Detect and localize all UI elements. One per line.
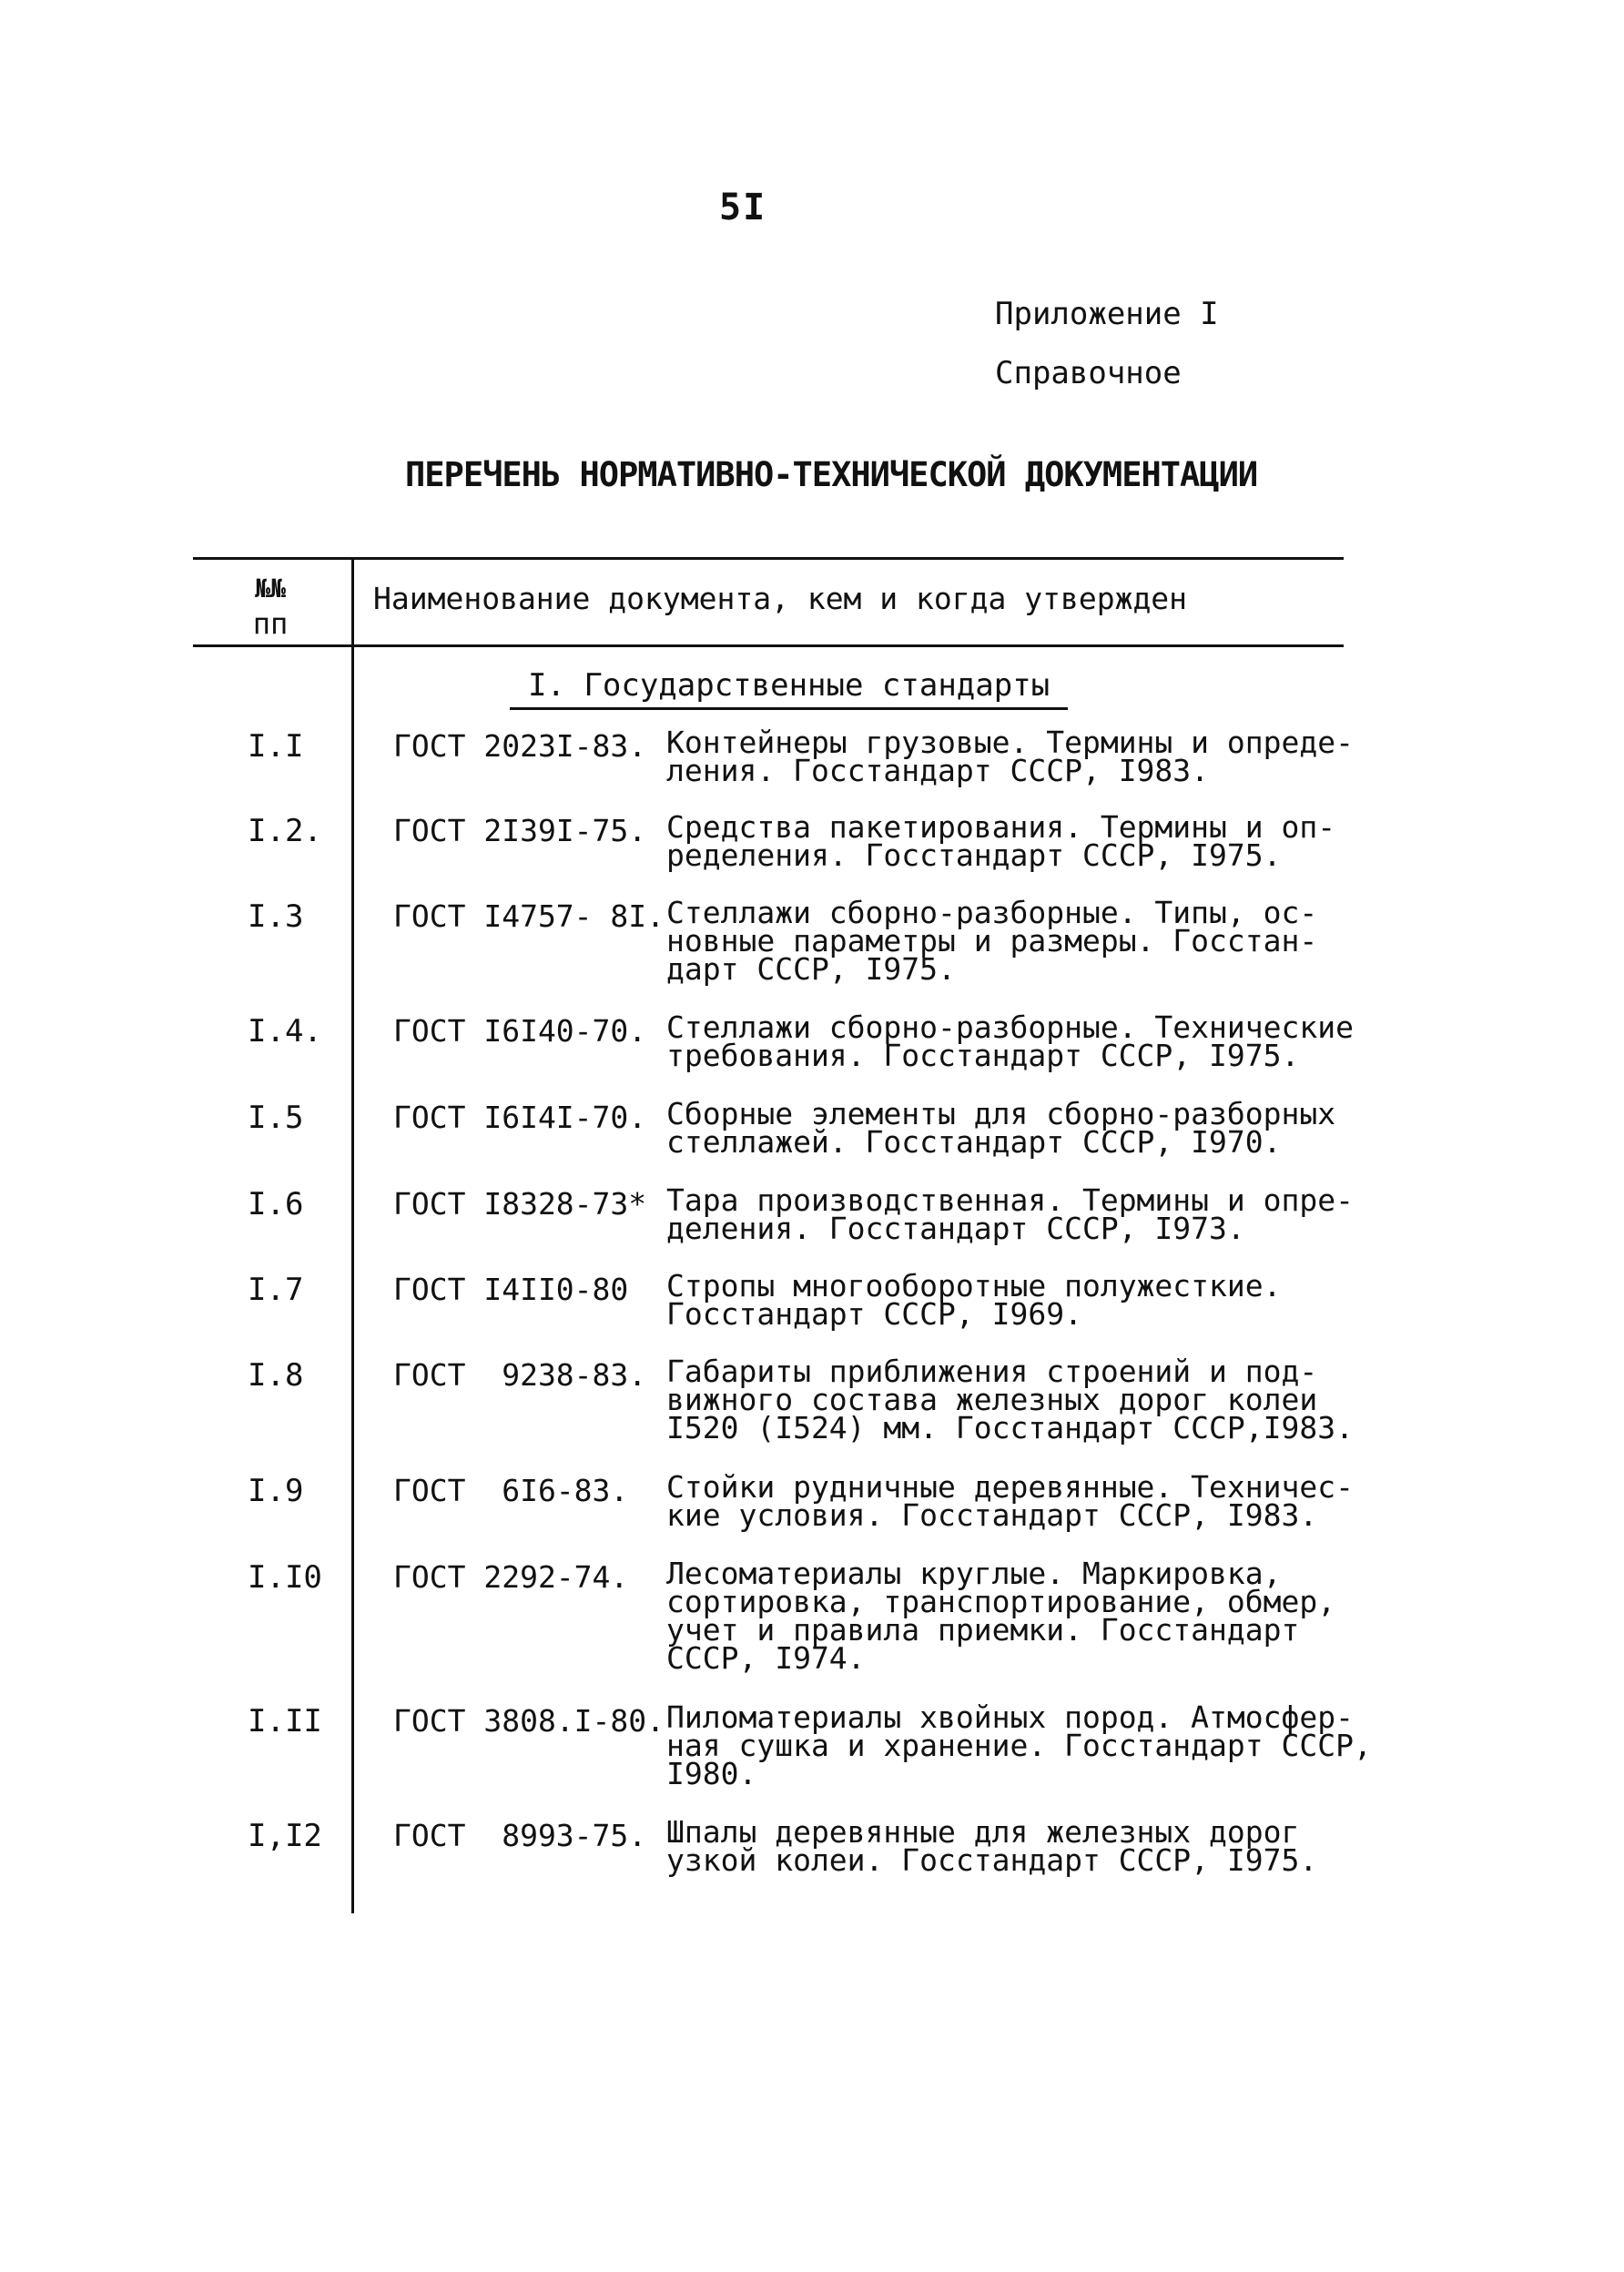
row-description: Сборные элементы для сборно-разборных стеллажей. Госстандарт СССР, I970. (666, 1096, 1336, 1160)
row-description: Стойки рудничные деревянные. Техничес- кие условия. Госстандарт СССР, I983. (666, 1469, 1354, 1533)
row-number: I.4. (248, 1013, 322, 1050)
header-number (239, 572, 302, 641)
page-number: 5I (719, 187, 767, 228)
row-description: Стеллажи сборно-разборные. Типы, ос- новные параметры и размеры. Госстан- дарт СССР, I975. (666, 895, 1318, 987)
row-standard: ГОСТ 2I39I-75. (393, 813, 647, 848)
section-title: I. Государственные стандарты (510, 667, 1068, 710)
row-number: I.3 (248, 898, 304, 935)
row-standard: ГОСТ 9238-83. (393, 1357, 647, 1393)
row-description: Габариты приближения строений и под- вижного состава железных дорог колеи I520 (I524) мм. Госстандарт СССР,I983. (666, 1354, 1354, 1445)
row-description: Шпалы деревянные для железных дорог узкой колеи. Госстандарт СССР, I975. (666, 1814, 1318, 1878)
row-number: I.9 (248, 1473, 304, 1509)
row-standard: ГОСТ I6I4I-70. (393, 1100, 647, 1135)
row-description: Стеллажи сборно-разборные. Технические требования. Госстандарт СССР, I975. (666, 1009, 1354, 1073)
row-standard: ГОСТ I4757- 8I. (393, 898, 665, 934)
header-number-mark: №№ (255, 573, 286, 604)
row-standard: ГОСТ I4II0-80 (393, 1272, 629, 1307)
row-description: Средства пакетирования. Термины и оп- ределения. Госстандарт СССР, I975. (666, 809, 1336, 873)
row-number: I.8 (248, 1357, 304, 1394)
row-description: Стропы многооборотные полужесткие. Госстандарт СССР, I969. (666, 1268, 1282, 1332)
reference-label: Справочное (995, 355, 1182, 391)
table-column-divider (351, 557, 354, 1913)
row-standard: ГОСТ I8328-73* (393, 1186, 647, 1222)
row-number: I.2. (248, 813, 322, 849)
row-number: I.5 (248, 1100, 304, 1136)
table-top-rule (193, 557, 1344, 560)
row-standard: ГОСТ I6I40-70. (393, 1013, 647, 1049)
row-standard: ГОСТ 6I6-83. (393, 1473, 629, 1508)
row-standard: ГОСТ 2023I-83. (393, 728, 647, 764)
row-standard: ГОСТ 8993-75. (393, 1818, 647, 1853)
row-number: I,I2 (248, 1818, 322, 1854)
row-standard: ГОСТ 2292-74. (393, 1559, 629, 1595)
document-title: ПЕРЕЧЕНЬ НОРМАТИВНО-ТЕХНИЧЕСКОЙ ДОКУМЕНТАЦИИ (405, 455, 1258, 494)
row-description: Тара производственная. Термины и опре- деления. Госстандарт СССР, I973. (666, 1182, 1354, 1246)
row-number: I.I0 (248, 1559, 322, 1596)
header-number-label: пп (252, 606, 289, 641)
row-description: Контейнеры грузовые. Термины и опреде- ления. Госстандарт СССР, I983. (666, 725, 1354, 788)
row-standard: ГОСТ 3808.I-80. (393, 1703, 665, 1739)
table-header-rule (193, 644, 1344, 647)
row-number: I.7 (248, 1272, 304, 1308)
row-number: I.II (248, 1703, 322, 1740)
row-description: Пиломатериалы хвойных пород. Атмосфер- ная сушка и хранение. Госстандарт СССР, I980. (666, 1699, 1372, 1791)
header-document-name: Наименование документа, кем и когда утвержден (373, 581, 1188, 616)
row-number: I.I (248, 728, 304, 765)
appendix-label: Приложение I (995, 296, 1219, 332)
row-number: I.6 (248, 1186, 304, 1222)
row-description: Лесоматериалы круглые. Маркировка, сортировка, транспортирование, обмер, учет и правила приемки. Госстандарт СССР, I974. (666, 1556, 1336, 1676)
